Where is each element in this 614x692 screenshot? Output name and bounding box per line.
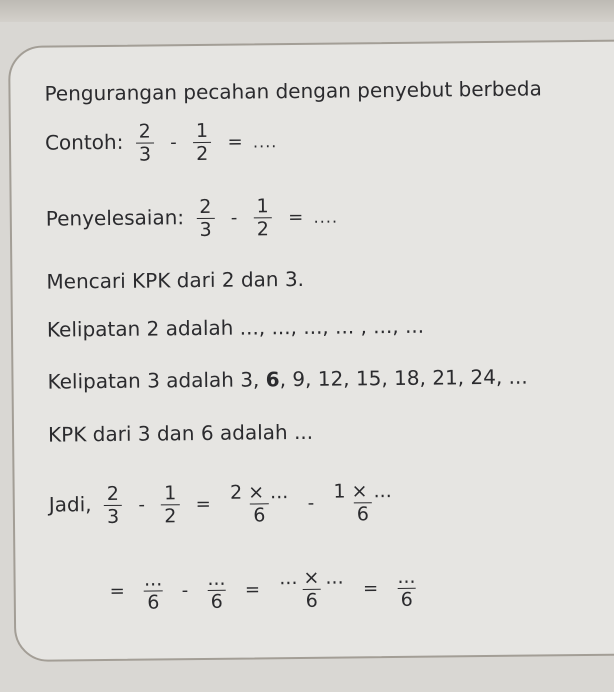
fraction-one-half: $\frac{1}{2}$ xyxy=(193,120,212,165)
minus-sign: - xyxy=(230,207,238,229)
highlighted-multiple: 6 xyxy=(265,367,280,392)
minus-sign: - xyxy=(181,580,189,602)
section-title: Pengurangan pecahan dengan penyebut berbeda xyxy=(44,76,542,106)
worksheet-card xyxy=(8,39,614,662)
fraction-two-thirds: $\frac{2}{3}$ xyxy=(136,120,155,165)
result-blank: .... xyxy=(252,132,278,152)
equals-sign: = xyxy=(227,131,243,153)
fraction-two-thirds: $\frac{2}{3}$ xyxy=(104,483,123,528)
fraction-blank-2: $\frac{1 \times ...}{6}$ xyxy=(333,480,392,526)
fraction-two-thirds: $\frac{2}{3}$ xyxy=(196,196,215,241)
kpk-result: KPK dari 3 dan 6 adalah ... xyxy=(47,419,314,447)
conclusion-label: Jadi, xyxy=(48,492,92,517)
solution-label: Penyelesaian: xyxy=(45,205,185,231)
minus-sign: - xyxy=(307,492,315,514)
result-blank: .... xyxy=(313,207,339,227)
final-line xyxy=(105,566,424,614)
minus-sign: - xyxy=(138,494,146,516)
fraction-one-half: $\frac{1}{2}$ xyxy=(161,482,180,527)
multiples-of-2: Kelipatan 2 adalah ..., ..., ..., ... , ..., ... xyxy=(46,313,425,342)
fraction-blank-6: $\frac{...}{6}$ xyxy=(397,565,416,611)
multiples-of-3: Kelipatan 3 adalah 3, 6, 9, 12, 15, 18, 21, 24, ... xyxy=(47,364,528,394)
example-line xyxy=(45,119,278,166)
minus-sign: - xyxy=(170,132,177,154)
equals-sign: = xyxy=(362,578,379,600)
background-strip xyxy=(0,0,614,22)
fraction-one-half: $\frac{1}{2}$ xyxy=(253,195,272,240)
equals-sign: = xyxy=(109,580,125,602)
fraction-blank-4: $\frac{...}{6}$ xyxy=(207,567,226,613)
kpk-intro: Mencari KPK dari 2 dan 3. xyxy=(46,266,305,294)
equals-sign: = xyxy=(195,493,211,516)
fraction-blank-5: $\frac{... \times ...}{6}$ xyxy=(279,566,344,612)
conclusion-line xyxy=(49,480,401,529)
example-label: Contoh: xyxy=(44,129,124,155)
equals-sign: = xyxy=(244,579,261,601)
solution-line xyxy=(46,195,339,243)
fraction-blank-1: $\frac{2 \times ...}{6}$ xyxy=(229,481,289,527)
equals-sign: = xyxy=(288,206,304,229)
fraction-blank-3: $\frac{...}{6}$ xyxy=(143,568,163,614)
